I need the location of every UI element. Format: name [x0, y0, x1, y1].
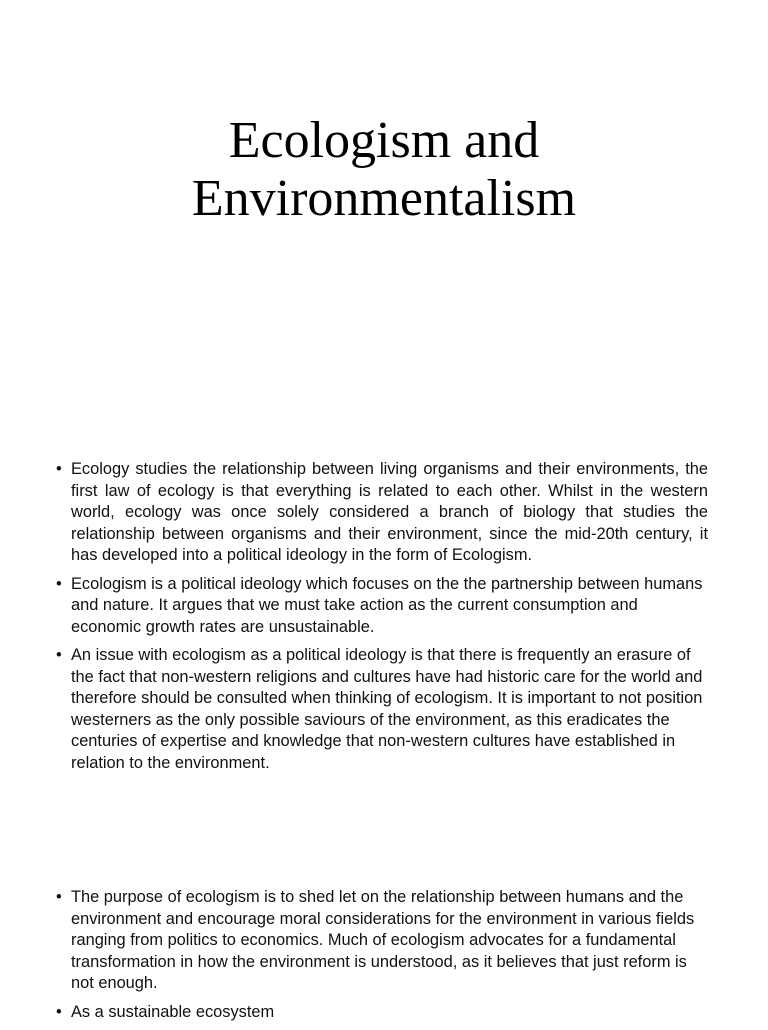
list-item: [56, 574, 708, 639]
title-line-2: Environmentalism: [191, 170, 577, 227]
bullet-text: Ecology studies the relationship between living organisms and their environments, the first law of ecology is that everything is related to each other. Whilst in the western world, ecology was once solely considered a branch of biology that studies the relationship between organisms and their environment, since the mid-20th century, it has developed into a political ideology in the form of Ecologism.: [71, 460, 708, 564]
bullet-text: Ecologism is a political ideology which focuses on the the partnership between humans and nature. It argues that we must take action as the current consumption and economic growth rates are unsustainable.: [71, 574, 703, 636]
bullet-marker: •: [56, 1002, 62, 1021]
bullet-text: The purpose of ecologism is to shed let on the relationship between humans and the environment and encourage moral considerations for the environment in various fields ranging from politics to economics. Much of ecologism advocates for a fundamental transformation in how the environment is understood, as it believes that just reform is not enough.: [71, 888, 695, 992]
bullet-marker: •: [56, 646, 62, 664]
bullet-marker: •: [56, 888, 62, 906]
bullet-text: As a sustainable ecosystem: [71, 1002, 275, 1021]
list-item: [56, 645, 708, 774]
bullet-text: An issue with ecologism as a political ideology is that there is frequently an erasure of the fact that non-western religions and cultures have had historic care for the world and therefore should be consulted when thinking of ecologism. It is important to not position westerners as the only possible saviours of the environment, as this eradicates the centuries of expertise and knowledge that non-western cultures have established in relation to the environment.: [71, 646, 703, 772]
page-title: [0, 112, 768, 228]
title-line-1: Ecologism and: [228, 112, 540, 169]
bullet-list-1: [56, 459, 708, 781]
list-item: [56, 887, 708, 995]
list-item: [56, 459, 708, 567]
list-item: [56, 1002, 708, 1024]
bullet-marker: •: [56, 460, 62, 478]
bullet-list-2: [56, 887, 708, 1030]
bullet-marker: •: [56, 574, 62, 593]
